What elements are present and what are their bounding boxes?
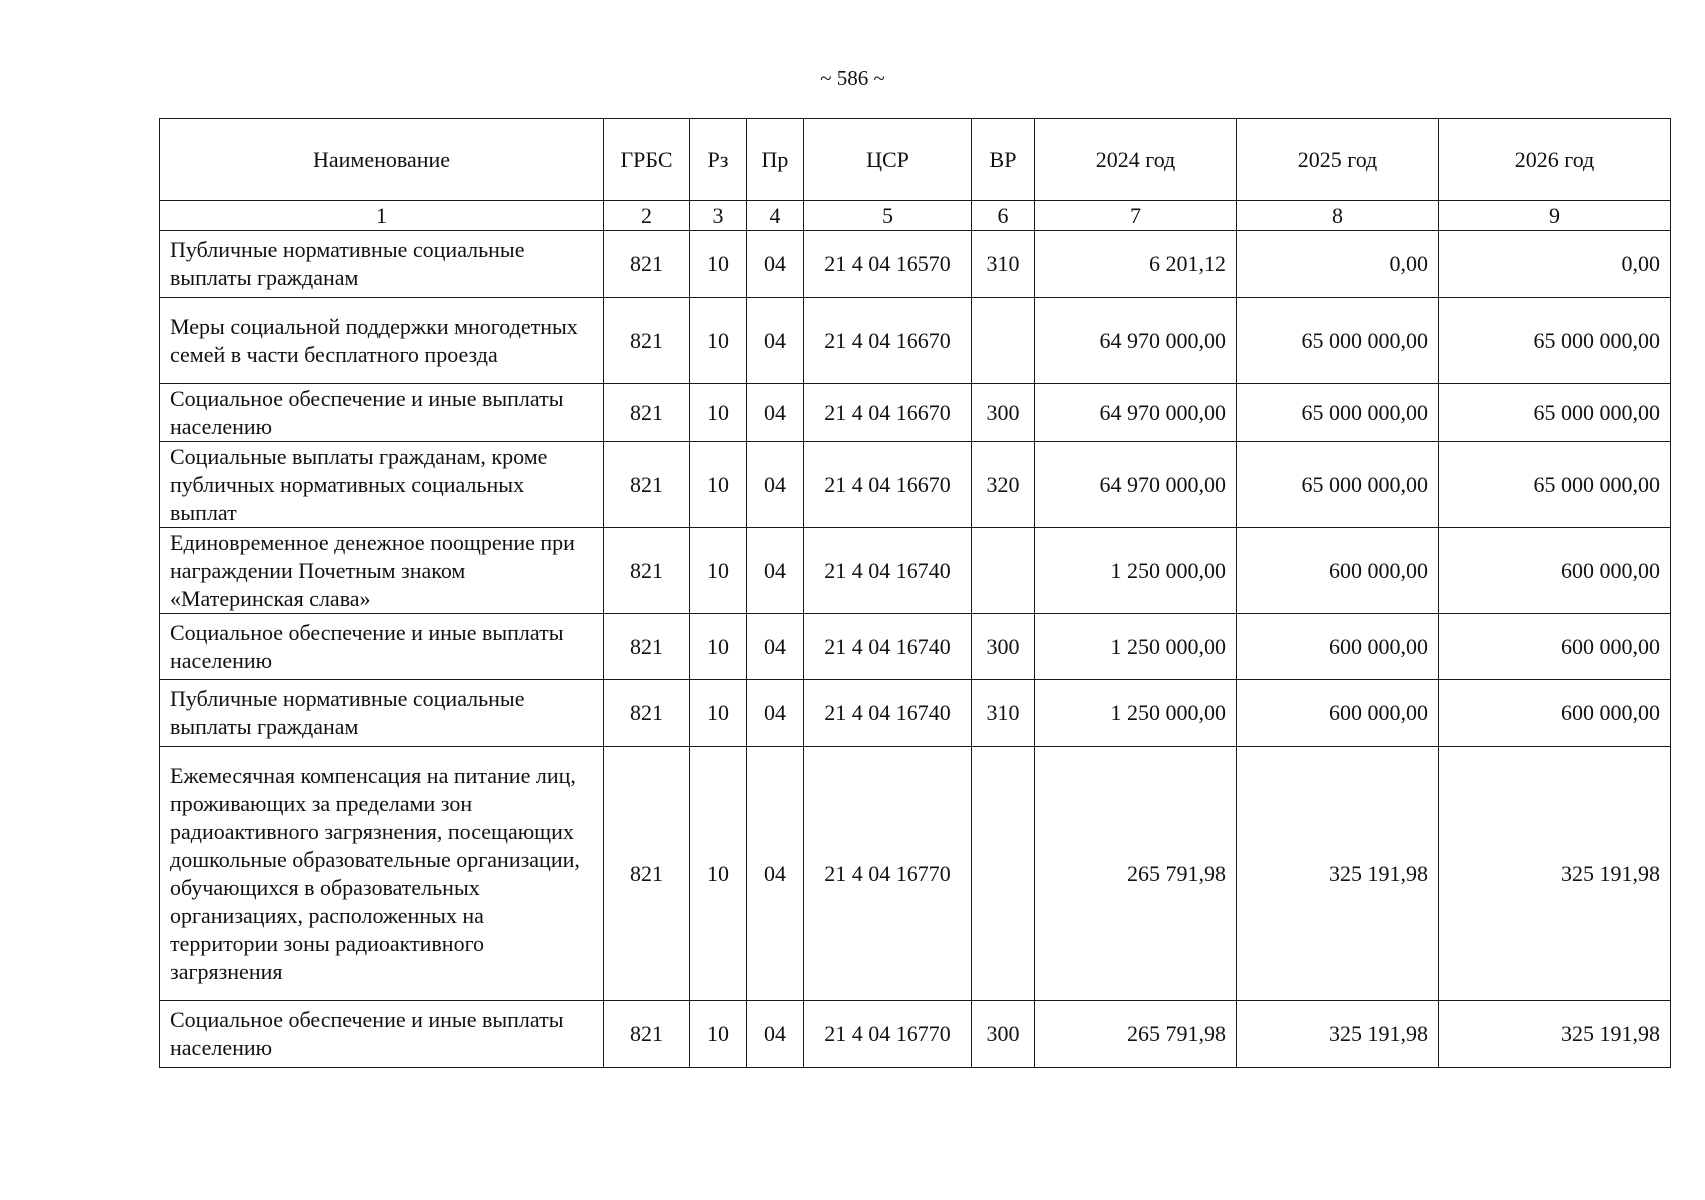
- row-amount-2026: 600 000,00: [1439, 614, 1671, 680]
- row-amount-2024: 1 250 000,00: [1035, 680, 1237, 747]
- header-2024: 2024 год: [1035, 119, 1237, 201]
- table-row: [160, 528, 1671, 614]
- row-grbs: 821: [604, 298, 690, 384]
- row-name: Социальное обеспечение и иные выплаты населению: [160, 614, 604, 680]
- row-amount-2024: 64 970 000,00: [1035, 298, 1237, 384]
- row-amount-2024: 265 791,98: [1035, 1001, 1237, 1068]
- row-pr: 04: [747, 231, 804, 298]
- row-csr: 21 4 04 16570: [804, 231, 972, 298]
- row-amount-2026: 65 000 000,00: [1439, 298, 1671, 384]
- table-row: [160, 1001, 1671, 1068]
- row-amount-2025: 600 000,00: [1237, 614, 1439, 680]
- row-pr: 04: [747, 680, 804, 747]
- row-amount-2025: 325 191,98: [1237, 1001, 1439, 1068]
- table-row: [160, 747, 1671, 1001]
- row-rz: 10: [690, 231, 747, 298]
- row-amount-2026: 600 000,00: [1439, 680, 1671, 747]
- row-vr: 300: [972, 384, 1035, 442]
- row-name: Ежемесячная компенсация на питание лиц, проживающих за пределами зон радиоактивного загрязнения, посещающих дошкольные образовательные организации, обучающихся в образовательных организациях, расположенных на территории зоны радиоактивного загрязнения: [160, 747, 604, 1001]
- row-name: Публичные нормативные социальные выплаты гражданам: [160, 231, 604, 298]
- table-row: [160, 442, 1671, 528]
- row-rz: 10: [690, 384, 747, 442]
- row-amount-2024: 64 970 000,00: [1035, 384, 1237, 442]
- header-csr: ЦСР: [804, 119, 972, 201]
- table-row: [160, 298, 1671, 384]
- row-amount-2025: 600 000,00: [1237, 528, 1439, 614]
- row-csr: 21 4 04 16770: [804, 1001, 972, 1068]
- column-number: 4: [747, 201, 804, 231]
- header-name: Наименование: [160, 119, 604, 201]
- column-number: 5: [804, 201, 972, 231]
- table-row: [160, 231, 1671, 298]
- row-csr: 21 4 04 16670: [804, 442, 972, 528]
- row-rz: 10: [690, 614, 747, 680]
- row-name: Меры социальной поддержки многодетных семей в части бесплатного проезда: [160, 298, 604, 384]
- header-rz: Рз: [690, 119, 747, 201]
- row-amount-2025: 325 191,98: [1237, 747, 1439, 1001]
- row-amount-2025: 65 000 000,00: [1237, 384, 1439, 442]
- row-amount-2025: 0,00: [1237, 231, 1439, 298]
- row-amount-2024: 1 250 000,00: [1035, 614, 1237, 680]
- header-vr: ВР: [972, 119, 1035, 201]
- row-amount-2024: 64 970 000,00: [1035, 442, 1237, 528]
- header-row: [160, 119, 1671, 201]
- row-amount-2026: 65 000 000,00: [1439, 384, 1671, 442]
- column-number: 1: [160, 201, 604, 231]
- row-pr: 04: [747, 1001, 804, 1068]
- row-amount-2026: 65 000 000,00: [1439, 442, 1671, 528]
- row-rz: 10: [690, 528, 747, 614]
- row-amount-2025: 600 000,00: [1237, 680, 1439, 747]
- column-number: 7: [1035, 201, 1237, 231]
- row-vr: 300: [972, 1001, 1035, 1068]
- header-grbs: ГРБС: [604, 119, 690, 201]
- column-number: 9: [1439, 201, 1671, 231]
- row-amount-2024: 1 250 000,00: [1035, 528, 1237, 614]
- row-amount-2025: 65 000 000,00: [1237, 298, 1439, 384]
- budget-table: [159, 118, 1671, 1068]
- row-grbs: 821: [604, 528, 690, 614]
- row-grbs: 821: [604, 680, 690, 747]
- column-number: 8: [1237, 201, 1439, 231]
- row-csr: 21 4 04 16740: [804, 528, 972, 614]
- row-vr: [972, 298, 1035, 384]
- header-2026: 2026 год: [1439, 119, 1671, 201]
- row-pr: 04: [747, 384, 804, 442]
- header-pr: Пр: [747, 119, 804, 201]
- row-name: Социальное обеспечение и иные выплаты населению: [160, 1001, 604, 1068]
- row-csr: 21 4 04 16740: [804, 680, 972, 747]
- row-rz: 10: [690, 1001, 747, 1068]
- table-row: [160, 384, 1671, 442]
- row-rz: 10: [690, 747, 747, 1001]
- row-amount-2026: 325 191,98: [1439, 1001, 1671, 1068]
- column-number: 6: [972, 201, 1035, 231]
- row-pr: 04: [747, 298, 804, 384]
- row-csr: 21 4 04 16670: [804, 384, 972, 442]
- row-pr: 04: [747, 528, 804, 614]
- row-pr: 04: [747, 614, 804, 680]
- table-row: [160, 614, 1671, 680]
- row-amount-2024: 6 201,12: [1035, 231, 1237, 298]
- column-number: 2: [604, 201, 690, 231]
- row-csr: 21 4 04 16740: [804, 614, 972, 680]
- row-name: Социальные выплаты гражданам, кроме публичных нормативных социальных выплат: [160, 442, 604, 528]
- header-2025: 2025 год: [1237, 119, 1439, 201]
- row-amount-2025: 65 000 000,00: [1237, 442, 1439, 528]
- row-name: Публичные нормативные социальные выплаты гражданам: [160, 680, 604, 747]
- row-grbs: 821: [604, 384, 690, 442]
- page-number: ~ 586 ~: [820, 66, 885, 90]
- row-csr: 21 4 04 16770: [804, 747, 972, 1001]
- row-pr: 04: [747, 747, 804, 1001]
- row-vr: 300: [972, 614, 1035, 680]
- row-grbs: 821: [604, 231, 690, 298]
- row-amount-2026: 325 191,98: [1439, 747, 1671, 1001]
- row-rz: 10: [690, 680, 747, 747]
- row-grbs: 821: [604, 1001, 690, 1068]
- row-vr: [972, 747, 1035, 1001]
- row-vr: 320: [972, 442, 1035, 528]
- table-row: [160, 680, 1671, 747]
- row-csr: 21 4 04 16670: [804, 298, 972, 384]
- column-number-row: [160, 201, 1671, 231]
- row-rz: 10: [690, 298, 747, 384]
- row-grbs: 821: [604, 747, 690, 1001]
- row-vr: [972, 528, 1035, 614]
- row-vr: 310: [972, 680, 1035, 747]
- row-vr: 310: [972, 231, 1035, 298]
- row-pr: 04: [747, 442, 804, 528]
- row-amount-2024: 265 791,98: [1035, 747, 1237, 1001]
- row-amount-2026: 0,00: [1439, 231, 1671, 298]
- column-number: 3: [690, 201, 747, 231]
- row-grbs: 821: [604, 442, 690, 528]
- row-amount-2026: 600 000,00: [1439, 528, 1671, 614]
- row-grbs: 821: [604, 614, 690, 680]
- row-name: Единовременное денежное поощрение при награждении Почетным знаком «Материнская слава»: [160, 528, 604, 614]
- row-name: Социальное обеспечение и иные выплаты населению: [160, 384, 604, 442]
- row-rz: 10: [690, 442, 747, 528]
